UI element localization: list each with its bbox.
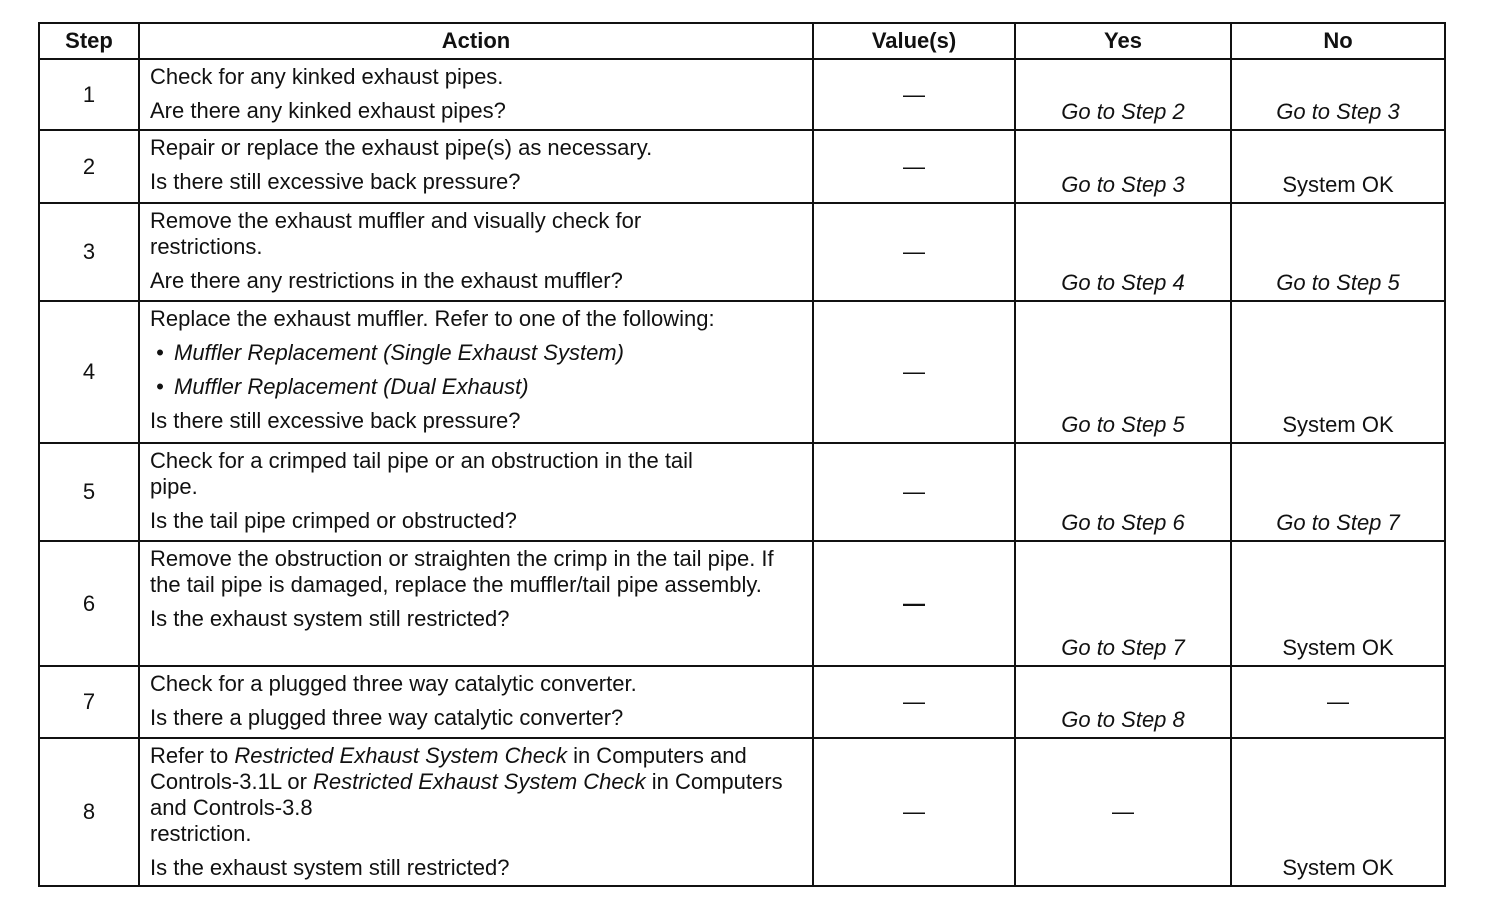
step-number: 5 [39, 443, 139, 541]
table-row [39, 301, 1445, 443]
table-row [39, 666, 1445, 738]
action-text: Remove the exhaust muffler and visually check for restrictions. [150, 208, 642, 259]
no-cell: System OK [1231, 301, 1445, 443]
no-cell: System OK [1231, 130, 1445, 203]
table-row [39, 738, 1445, 886]
value-cell: — [813, 738, 1015, 886]
no-cell: System OK [1231, 541, 1445, 666]
table-row [39, 203, 1445, 301]
action-text: Repair or replace the exhaust pipe(s) as necessary. [150, 135, 653, 160]
header-step: Step [39, 23, 139, 59]
step-number: 3 [39, 203, 139, 301]
yes-cell: Go to Step 8 [1015, 666, 1231, 738]
action-cell [139, 541, 813, 666]
yes-cell: Go to Step 5 [1015, 301, 1231, 443]
reference-link[interactable]: Restricted Exhaust System Check [234, 743, 567, 768]
value-cell: — [813, 203, 1015, 301]
yes-cell: Go to Step 3 [1015, 130, 1231, 203]
refer-text: in Computers and Controls-3.1L or [150, 743, 747, 794]
action-question: Is there still excessive back pressure? [150, 408, 521, 433]
action-cell [139, 301, 813, 443]
step-number: 1 [39, 59, 139, 130]
table-row [39, 541, 1445, 666]
diagnostic-table [38, 22, 1446, 887]
action-text: Replace the exhaust muffler. Refer to one of the following: [150, 306, 715, 331]
no-cell: Go to Step 3 [1231, 59, 1445, 130]
step-number: 6 [39, 541, 139, 666]
action-cell [139, 666, 813, 738]
action-cell [139, 59, 813, 130]
action-question: Is the tail pipe crimped or obstructed? [150, 508, 517, 533]
step-number: 8 [39, 738, 139, 886]
yes-cell: Go to Step 6 [1015, 443, 1231, 541]
no-cell: System OK [1231, 738, 1445, 886]
refer-text: in Computers and Controls-3.8 [150, 769, 783, 820]
header-values: Value(s) [813, 23, 1015, 59]
action-question: Is the exhaust system still restricted? [150, 855, 510, 880]
action-question: Is there still excessive back pressure? [150, 169, 521, 194]
yes-cell: Go to Step 4 [1015, 203, 1231, 301]
no-cell: Go to Step 7 [1231, 443, 1445, 541]
table-row [39, 130, 1445, 203]
action-text: Check for any kinked exhaust pipes. [150, 64, 504, 89]
action-question: Are there any restrictions in the exhaust muffler? [150, 268, 623, 293]
value-cell: — [813, 301, 1015, 443]
no-cell: — [1231, 666, 1445, 738]
reference-link[interactable]: Restricted Exhaust System Check [313, 769, 646, 794]
table-row [39, 59, 1445, 130]
action-text [150, 743, 800, 821]
table-row [39, 443, 1445, 541]
value-cell: — [813, 59, 1015, 130]
value-cell: — [813, 130, 1015, 203]
action-text: Check for a plugged three way catalytic converter. [150, 671, 637, 696]
bullet-link[interactable]: • Muffler Replacement (Single Exhaust System) [150, 340, 802, 366]
action-question: Is the exhaust system still restricted? [150, 606, 510, 631]
header-row [39, 23, 1445, 59]
action-cell [139, 203, 813, 301]
header-no: No [1231, 23, 1445, 59]
yes-cell: Go to Step 2 [1015, 59, 1231, 130]
action-question: Is there a plugged three way catalytic converter? [150, 705, 624, 730]
bullet-link[interactable]: • Muffler Replacement (Dual Exhaust) [150, 374, 802, 400]
step-number: 7 [39, 666, 139, 738]
yes-cell: — [1015, 738, 1231, 886]
step-number: 4 [39, 301, 139, 443]
action-cell [139, 130, 813, 203]
value-cell: — [813, 541, 1015, 666]
value-cell: — [813, 666, 1015, 738]
header-action: Action [139, 23, 813, 59]
action-cell [139, 738, 813, 886]
action-text: restriction. [150, 821, 252, 846]
value-cell: — [813, 443, 1015, 541]
header-yes: Yes [1015, 23, 1231, 59]
yes-cell: Go to Step 7 [1015, 541, 1231, 666]
action-text: Remove the obstruction or straighten the crimp in the tail pipe. If the tail pipe is damaged, replace the muffler/tail pipe assembly. [150, 546, 774, 597]
no-cell: Go to Step 5 [1231, 203, 1445, 301]
step-number: 2 [39, 130, 139, 203]
action-cell [139, 443, 813, 541]
action-question: Are there any kinked exhaust pipes? [150, 98, 506, 123]
refer-text: Refer to [150, 743, 235, 768]
action-text: Check for a crimped tail pipe or an obstruction in the tail pipe. [150, 448, 693, 499]
